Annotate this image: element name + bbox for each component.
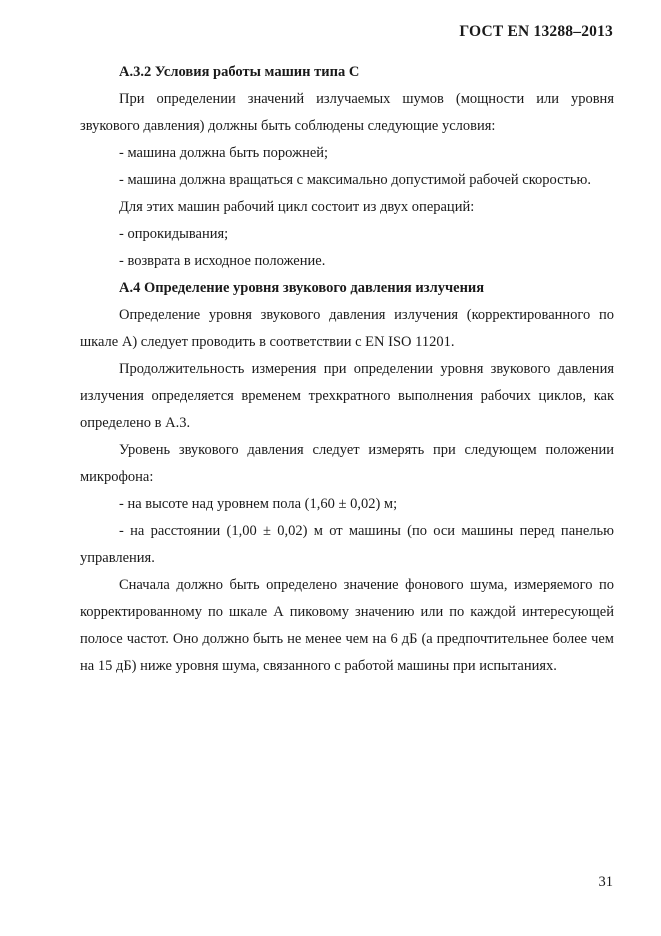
paragraph: Сначала должно быть определено значение фонового шума, измеряемого по корректированному по шкале А пиковому значению или по каждой интересующей полосе частот. Оно должно быть не менее чем на 6 дБ (а предпочтительнее более чем на 15 дБ) ниже уровня шума, связанного с работой машины при испытаниях. (80, 577, 614, 674)
list-item: - возврата в исходное положение. (119, 253, 326, 269)
paragraph: Определение уровня звукового давления излучения (корректированного по шкале А) следует проводить в соответствии с EN ISO 11201. (80, 307, 614, 350)
page-content (80, 59, 614, 680)
list-item: - машина должна быть порожней; (119, 145, 329, 161)
section-heading-a4: А.4 Определение уровня звукового давления излучения (119, 280, 485, 296)
list-item: - опрокидывания; (119, 226, 229, 242)
list-item: - на высоте над уровнем пола (1,60 ± 0,02) м; (119, 496, 398, 512)
paragraph: При определении значений излучаемых шумов (мощности или уровня звукового давления) должны быть соблюдены следующие условия: (80, 91, 614, 134)
section-heading-a32: А.3.2 Условия работы машин типа С (119, 64, 360, 80)
paragraph: Уровень звукового давления следует измерять при следующем положении микрофона: (80, 442, 614, 485)
list-item: - машина должна вращаться с максимально допустимой рабочей скоростью. (119, 172, 591, 188)
standard-header: ГОСТ EN 13288–2013 (459, 23, 613, 40)
paragraph: Продолжительность измерения при определении уровня звукового давления излучения определяется временем трехкратного выполнения рабочих циклов, как определено в А.3. (80, 361, 614, 431)
list-item: - на расстоянии (1,00 ± 0,02) м от машины (по оси машины перед панелью управления. (80, 523, 614, 566)
paragraph: Для этих машин рабочий цикл состоит из двух операций: (119, 199, 475, 215)
page-number: 31 (598, 874, 613, 890)
